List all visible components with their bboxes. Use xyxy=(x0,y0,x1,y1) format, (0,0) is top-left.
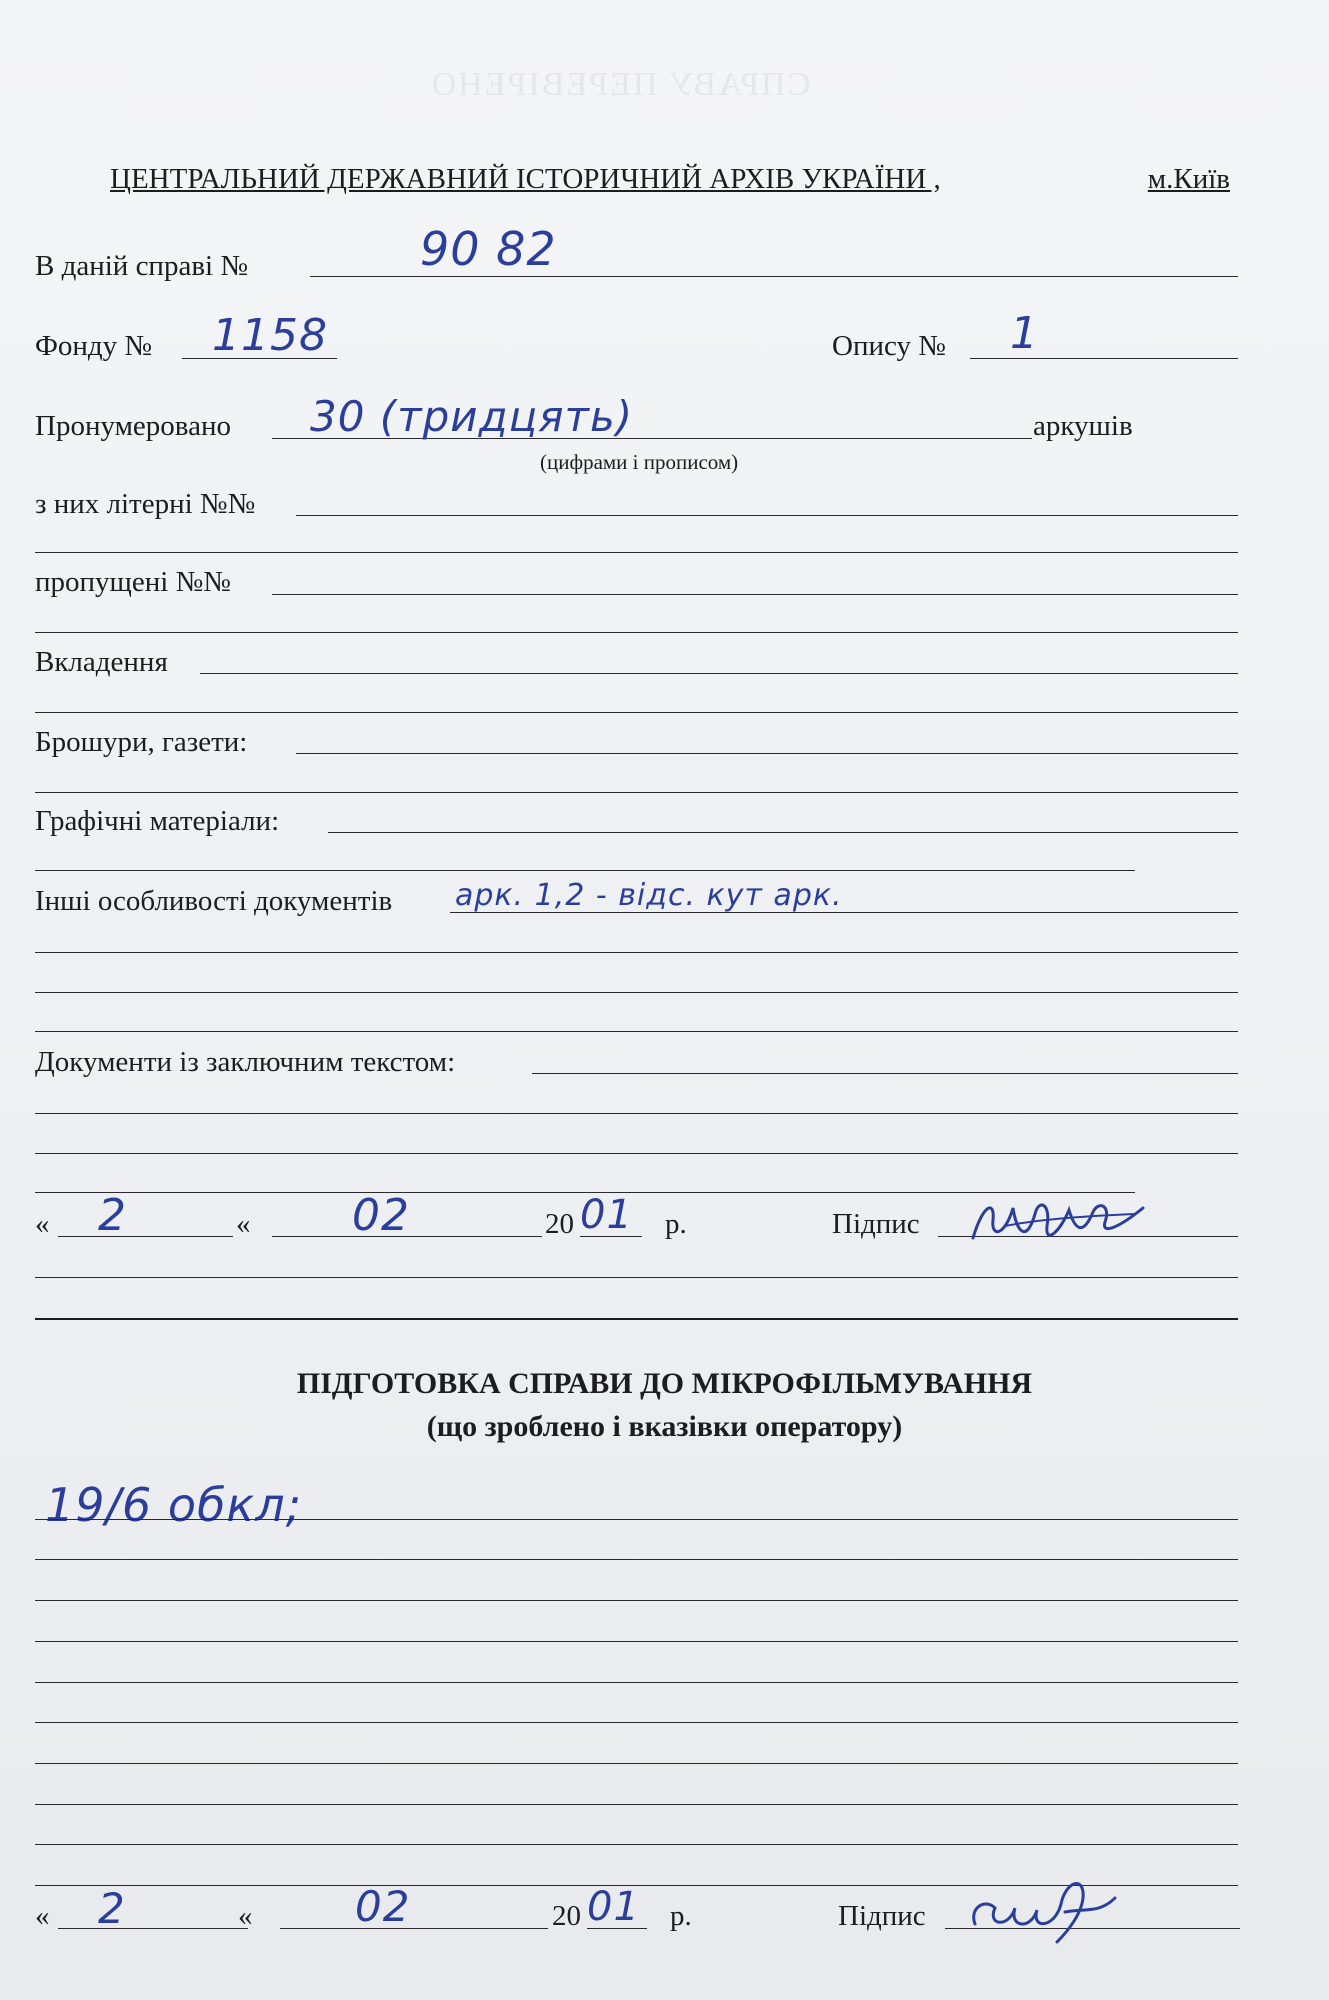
numbered-hint: (цифрами і прописом) xyxy=(540,450,739,474)
numbered-value[interactable]: 30 (тридцять) xyxy=(310,392,634,441)
brochures-extra-line xyxy=(35,792,1238,793)
enclosures-label: Вкладення xyxy=(35,646,168,678)
opys-label: Опису № xyxy=(832,330,946,362)
lettered-label: з них літерні №№ xyxy=(35,488,256,520)
date1-open-quote: « xyxy=(35,1208,50,1240)
archive-name: ЦЕНТРАЛЬНИЙ ДЕРЖАВНИЙ ІСТОРИЧНИЙ АРХІВ УКРАЇНИ , xyxy=(110,163,941,195)
brochures-line xyxy=(296,753,1238,754)
date2-year-prefix: 20 xyxy=(552,1900,581,1932)
date2-year-suffix[interactable]: 01 xyxy=(587,1884,640,1930)
graphics-line xyxy=(328,832,1238,833)
date1-year-prefix: 20 xyxy=(545,1208,574,1240)
other-features-value[interactable]: арк. 1,2 - відс. кут арк. xyxy=(455,878,843,913)
skipped-line xyxy=(272,594,1238,595)
microfilm-line-4 xyxy=(35,1641,1238,1642)
microfilm-line-1 xyxy=(35,1519,1238,1520)
microfilm-note[interactable]: 19/6 обкл; xyxy=(45,1478,303,1532)
graphics-extra-line xyxy=(35,870,1135,871)
date2-close-quote: « xyxy=(238,1900,253,1932)
fond-value[interactable]: 1158 xyxy=(212,310,328,361)
closing-text-docs-line xyxy=(532,1073,1238,1074)
microfilm-line-8 xyxy=(35,1804,1238,1805)
fond-label: Фонду № xyxy=(35,330,153,362)
date1-signature-label: Підпис xyxy=(832,1208,920,1240)
date1-year-unit: р. xyxy=(665,1208,687,1240)
other-features-label: Інші особливості документів xyxy=(35,885,393,917)
date2-open-quote: « xyxy=(35,1900,50,1932)
microfilm-line-6 xyxy=(35,1722,1238,1723)
skipped-extra-line xyxy=(35,632,1238,633)
microfilm-subtitle: (що зроблено і вказівки оператору) xyxy=(426,1410,903,1443)
lettered-extra-line xyxy=(35,552,1238,553)
other-features-line-3 xyxy=(35,992,1238,993)
date2-month[interactable]: 02 xyxy=(355,1882,411,1931)
microfilm-line-7 xyxy=(35,1763,1238,1764)
case-number-value[interactable]: 90 82 xyxy=(420,222,557,276)
microfilm-line-2 xyxy=(35,1559,1238,1560)
enclosures-line xyxy=(200,673,1238,674)
other-features-line-4 xyxy=(35,1031,1238,1032)
numbered-label: Пронумеровано xyxy=(35,410,232,442)
bleed-through-text: СПРАВУ ПЕРЕВІРЕНО xyxy=(429,66,811,103)
microfilm-line-5 xyxy=(35,1682,1238,1683)
date2-day[interactable]: 2 xyxy=(98,1884,126,1933)
microfilm-title: ПІДГОТОВКА СПРАВИ ДО МІКРОФІЛЬМУВАННЯ xyxy=(296,1367,1033,1400)
opys-value[interactable]: 1 xyxy=(1010,308,1039,359)
date1-close-quote: « xyxy=(236,1208,251,1240)
microfilm-line-9 xyxy=(35,1844,1238,1845)
date1-after-line xyxy=(35,1277,1238,1278)
date2-day-line xyxy=(58,1928,248,1929)
date1-year-suffix[interactable]: 01 xyxy=(580,1192,633,1238)
enclosures-extra-line xyxy=(35,712,1238,713)
microfilm-line-3 xyxy=(35,1600,1238,1601)
date1-day-line xyxy=(58,1236,233,1237)
archive-city: м.Київ xyxy=(1147,163,1230,195)
skipped-label: пропущені №№ xyxy=(35,566,231,598)
date1-signature-icon xyxy=(965,1186,1150,1256)
brochures-label: Брошури, газети: xyxy=(35,726,248,758)
date2-month-line xyxy=(280,1928,548,1929)
graphics-label: Графічні матеріали: xyxy=(35,805,280,837)
date2-year-unit: р. xyxy=(670,1900,692,1932)
case-number-line xyxy=(310,276,1238,277)
other-features-line-2 xyxy=(35,952,1238,953)
case-number-label: В даній справі № xyxy=(35,250,248,282)
closing-text-docs-line-2 xyxy=(35,1113,1238,1114)
date2-signature-label: Підпис xyxy=(838,1900,926,1932)
closing-text-docs-label: Документи із заключним текстом: xyxy=(35,1046,456,1078)
date1-day[interactable]: 2 xyxy=(98,1190,127,1241)
date2-signature-icon xyxy=(965,1868,1125,1948)
form-header xyxy=(110,163,1230,203)
section-divider xyxy=(35,1318,1238,1320)
date1-month[interactable]: 02 xyxy=(352,1190,410,1241)
lettered-line xyxy=(296,515,1238,516)
numbered-suffix: аркушів xyxy=(1033,410,1133,442)
closing-text-docs-line-3 xyxy=(35,1153,1238,1154)
